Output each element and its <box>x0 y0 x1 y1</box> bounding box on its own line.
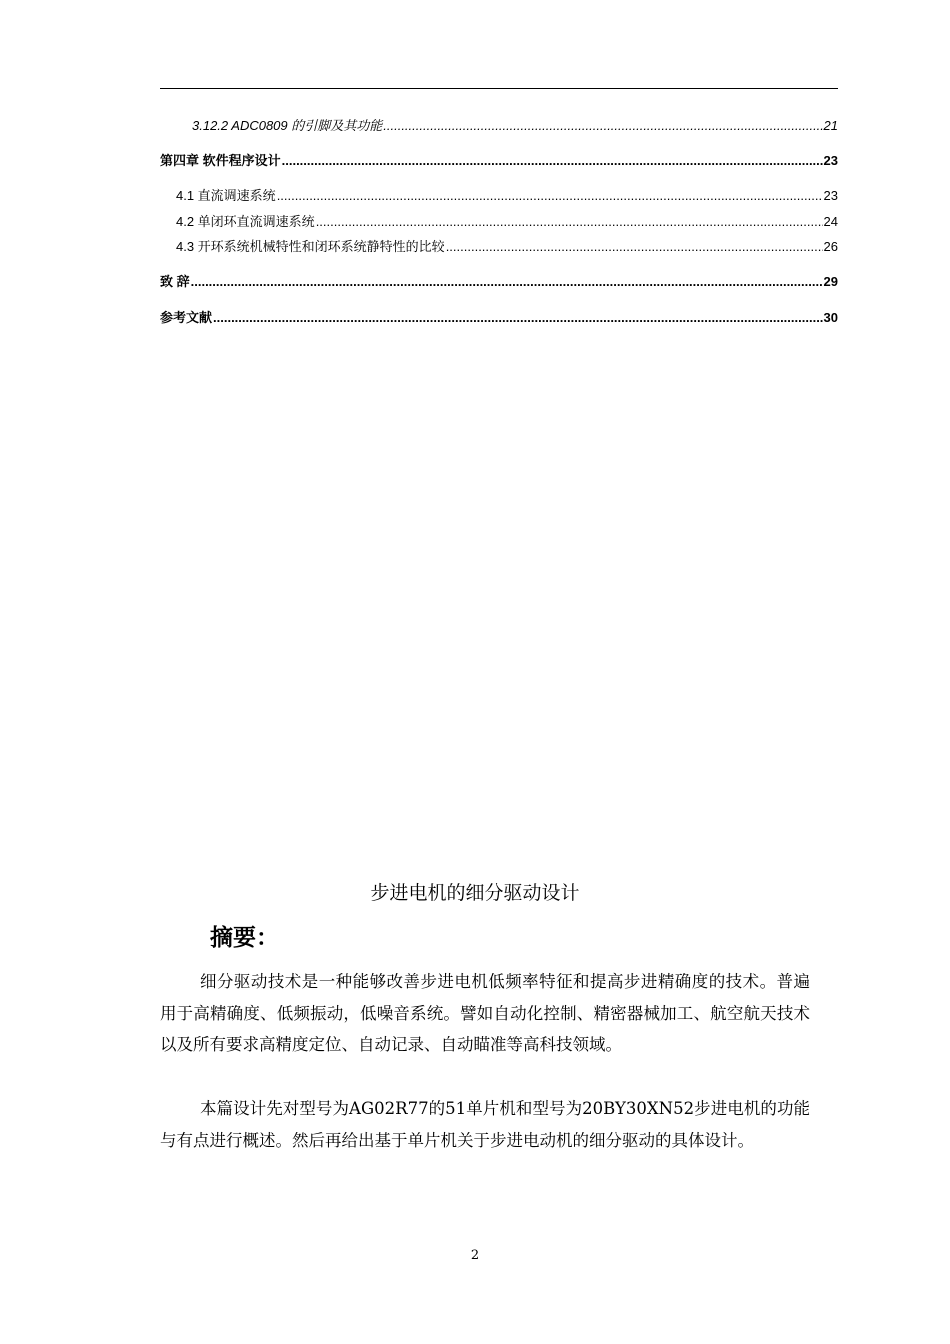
header-rule <box>160 88 838 89</box>
abstract-paragraph: 本篇设计先对型号为AG02R77的51单片机和型号为20BY30XN52步进电机的功能与有点进行概述。然后再给出基于单片机关于步进电动机的细分驱动的具体设计。 <box>160 1099 810 1150</box>
toc-entry[interactable] <box>160 310 838 326</box>
toc-leader-dots <box>446 239 823 255</box>
page-number: 2 <box>470 1248 480 1263</box>
toc-leader-dots <box>316 214 823 230</box>
toc-entry-page: 23 <box>823 188 838 203</box>
toc-entry-label: 第四章 软件程序设计 <box>160 153 281 168</box>
toc-entry[interactable] <box>160 239 838 255</box>
toc-entry-label: 3.12.2 ADC0809 的引脚及其功能 <box>192 118 383 133</box>
abstract-heading: 摘要： <box>210 925 279 951</box>
toc-entry-page: 26 <box>823 239 838 254</box>
toc-entry[interactable] <box>160 153 838 169</box>
toc-entry-page: 23 <box>823 153 838 168</box>
toc-entry[interactable] <box>160 214 838 230</box>
toc-entry[interactable] <box>160 274 838 290</box>
toc-entry-label: 4.1 直流调速系统 <box>176 188 276 203</box>
toc-entry-label: 参考文献 <box>160 310 213 325</box>
toc-leader-dots <box>277 188 823 204</box>
toc-leader-dots <box>191 274 823 290</box>
document-title: 步进电机的细分驱动设计 <box>370 882 580 904</box>
toc-entry-label: 4.3 开环系统机械特性和闭环系统静特性的比较 <box>176 239 445 254</box>
toc-entry-page: 21 <box>823 118 838 133</box>
toc-leader-dots <box>383 118 822 134</box>
toc-leader-dots <box>282 153 823 169</box>
toc-entry-page: 30 <box>823 310 838 325</box>
toc-entry[interactable] <box>160 118 838 134</box>
toc-entry-label: 致 辞 <box>160 274 190 289</box>
toc-entry[interactable] <box>160 188 838 204</box>
toc-entry-page: 24 <box>823 214 838 229</box>
toc-entry-page: 29 <box>823 274 838 289</box>
toc-leader-dots <box>213 310 823 326</box>
toc-entry-label: 4.2 单闭环直流调速系统 <box>176 214 315 229</box>
abstract-paragraph: 细分驱动技术是一种能够改善步进电机低频率特征和提高步进精确度的技术。普遍用于高精确度、低频振动，低噪音系统。譬如自动化控制、精密器械加工、航空航天技术以及所有要求高精度定位、自动记录、自动瞄准等高科技领域。 <box>160 972 810 1054</box>
